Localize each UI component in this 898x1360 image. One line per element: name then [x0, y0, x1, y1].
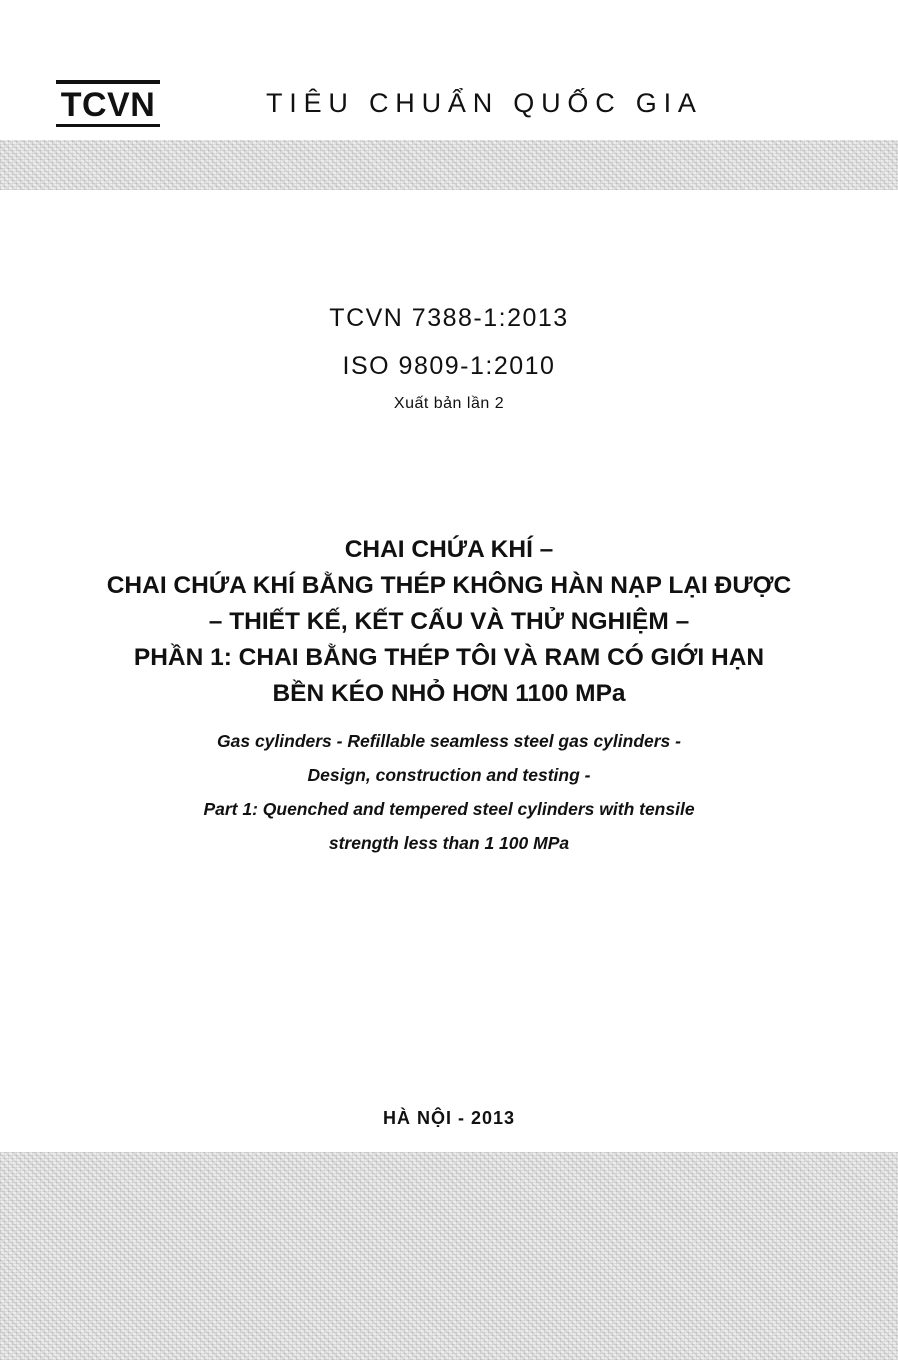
english-title-line: Gas cylinders - Refillable seamless steel gas cylinders - [217, 731, 681, 751]
vietnamese-title-line: BỀN KÉO NHỎ HƠN 1100 MPa [272, 680, 626, 707]
place-year: HÀ NỘI - 2013 [382, 1108, 516, 1128]
footer-shaded-band [0, 1152, 898, 1360]
vietnamese-title [0, 532, 898, 712]
vietnamese-title-line: – THIẾT KẾ, KẾT CẤU VÀ THỬ NGHIỆM – [208, 608, 690, 635]
vietnamese-title-line: CHAI CHỨA KHÍ – [344, 536, 554, 563]
tcvn-code: TCVN 7388-1:2013 [329, 304, 569, 332]
header-shaded-band [0, 140, 898, 190]
logo-bottom-rule [56, 124, 160, 127]
logo-text: TCVN [60, 86, 156, 124]
english-title-line: strength less than 1 100 MPa [328, 833, 570, 853]
english-title [0, 724, 898, 860]
logo-top-rule [56, 80, 160, 84]
page-header [0, 0, 898, 140]
edition-note: Xuất bản lần 2 [393, 395, 505, 412]
iso-code: ISO 9809-1:2010 [342, 352, 556, 380]
vietnamese-title-line: PHẦN 1: CHAI BẰNG THÉP TÔI VÀ RAM CÓ GIỚI HẠN [133, 644, 765, 671]
tcvn-logo [56, 76, 160, 132]
english-title-line: Part 1: Quenched and tempered steel cylinders with tensile [203, 799, 695, 819]
vietnamese-title-line: CHAI CHỨA KHÍ BẰNG THÉP KHÔNG HÀN NẠP LẠI ĐƯỢC [106, 572, 792, 599]
english-title-line: Design, construction and testing - [307, 765, 591, 785]
header-title: TIÊU CHUẨN QUỐC GIA [266, 88, 703, 118]
